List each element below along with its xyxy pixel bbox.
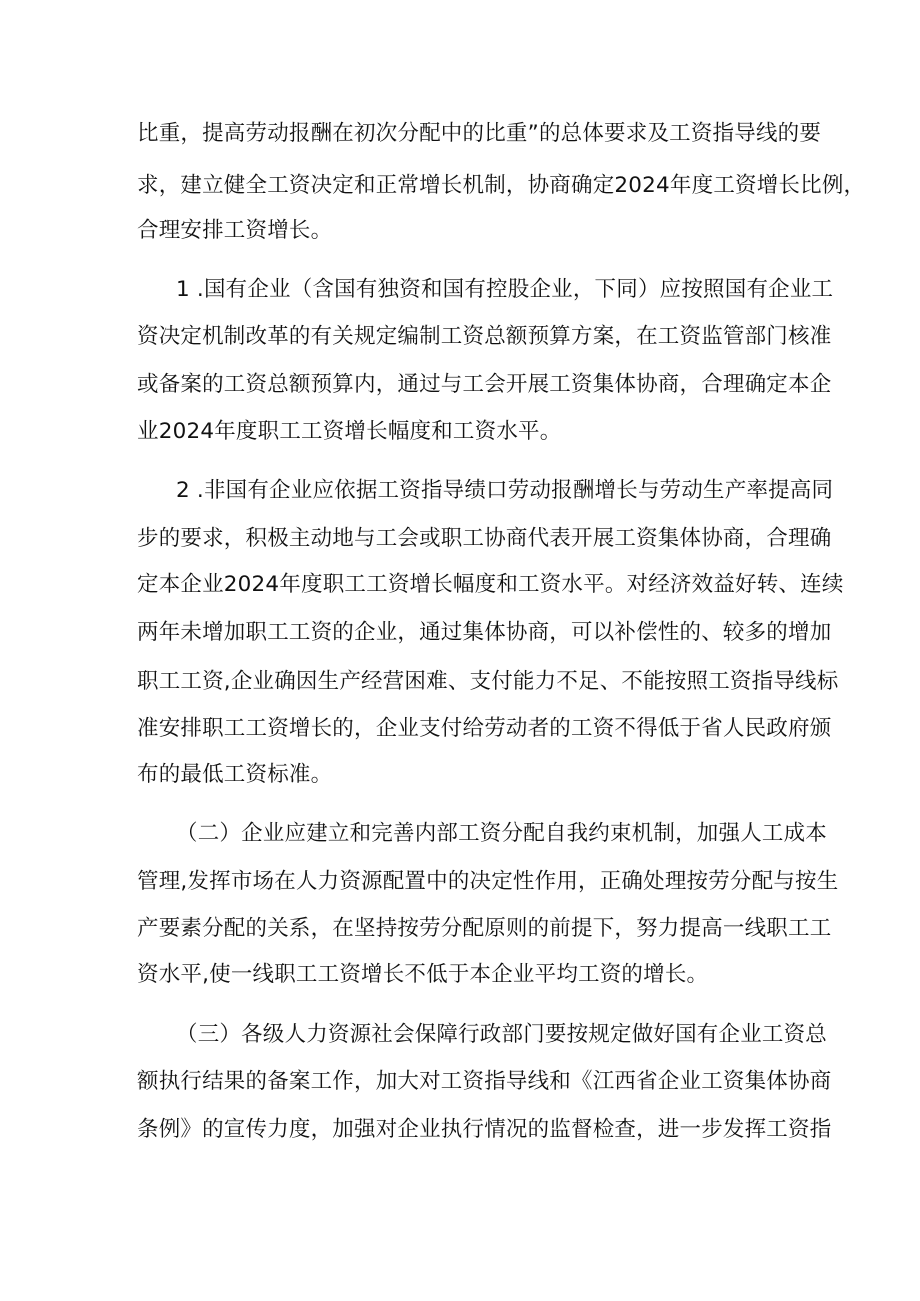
paragraph-3-line-7: 布的最低工资标准。 bbox=[137, 762, 333, 787]
paragraph-4-line-4: 资水平,使一线职工工资增长不低于本企业平均工资的增长。 bbox=[137, 962, 709, 987]
paragraph-2-line-3: 或备案的工资总额预算内，通过与工会开展工资集体协商，合理确定本企 bbox=[137, 372, 832, 397]
paragraph-1-line-2: 求，建立健全工资决定和正常增长机制，协商确定2024年度工资增长比例， bbox=[137, 173, 866, 198]
paragraph-4-line-1: （二）企业应建立和完善内部工资分配自我约束机制，加强人工成本 bbox=[176, 821, 828, 846]
paragraph-3-line-3: 定本企业2024年度职工工资增长幅度和工资水平。对经济效益好转、连续 bbox=[137, 572, 844, 597]
paragraph-3-line-6: 准安排职工工资增长的，企业支付给劳动者的工资不得低于省人民政府颁 bbox=[137, 716, 832, 741]
paragraph-1-line-1: 比重，提高劳动报酬在初次分配中的比重”的总体要求及工资指导线的要 bbox=[137, 121, 822, 146]
paragraph-5-line-1: （三）各级人力资源社会保障行政部门要按规定做好国有企业工资总 bbox=[176, 1022, 828, 1047]
paragraph-2-line-2: 资决定机制改革的有关规定编制工资总额预算方案，在工资监管部门核准 bbox=[137, 324, 832, 349]
paragraph-2-line-1: 1 .国有企业（含国有独资和国有控股企业，下同）应按照国有企业工 bbox=[176, 277, 834, 302]
paragraph-4-line-2: 管理,发挥市场在人力资源配置中的决定性作用，正确处理按劳分配与按生 bbox=[137, 869, 839, 894]
paragraph-3-line-2: 步的要求，积极主动地与工会或职工协商代表开展工资集体协商，合理确 bbox=[137, 526, 832, 551]
paragraph-1-line-3: 合理安排工资增长。 bbox=[137, 218, 333, 243]
paragraph-5-line-3: 条例》的宣传力度，加强对企业执行情况的监督检查，进一步发挥工资指 bbox=[137, 1117, 832, 1142]
paragraph-3-line-4: 两年未增加职工工资的企业，通过集体协商，可以补偿性的、较多的增加 bbox=[137, 620, 832, 645]
paragraph-4-line-3: 产要素分配的关系，在坚持按劳分配原则的前提下，努力提高一线职工工 bbox=[137, 916, 832, 941]
paragraph-3-line-5: 职工工资,企业确因生产经营困难、支付能力不足、不能按照工资指导线标 bbox=[137, 669, 839, 694]
paragraph-3-line-1: 2 .非国有企业应依据工资指导绩口劳动报酬增长与劳动生产率提高同 bbox=[176, 478, 834, 503]
paragraph-2-line-4: 业2024年度职工工资增长幅度和工资水平。 bbox=[137, 419, 562, 444]
paragraph-5-line-2: 额执行结果的备案工作，加大对工资指导线和《江西省企业工资集体协商 bbox=[137, 1069, 832, 1094]
